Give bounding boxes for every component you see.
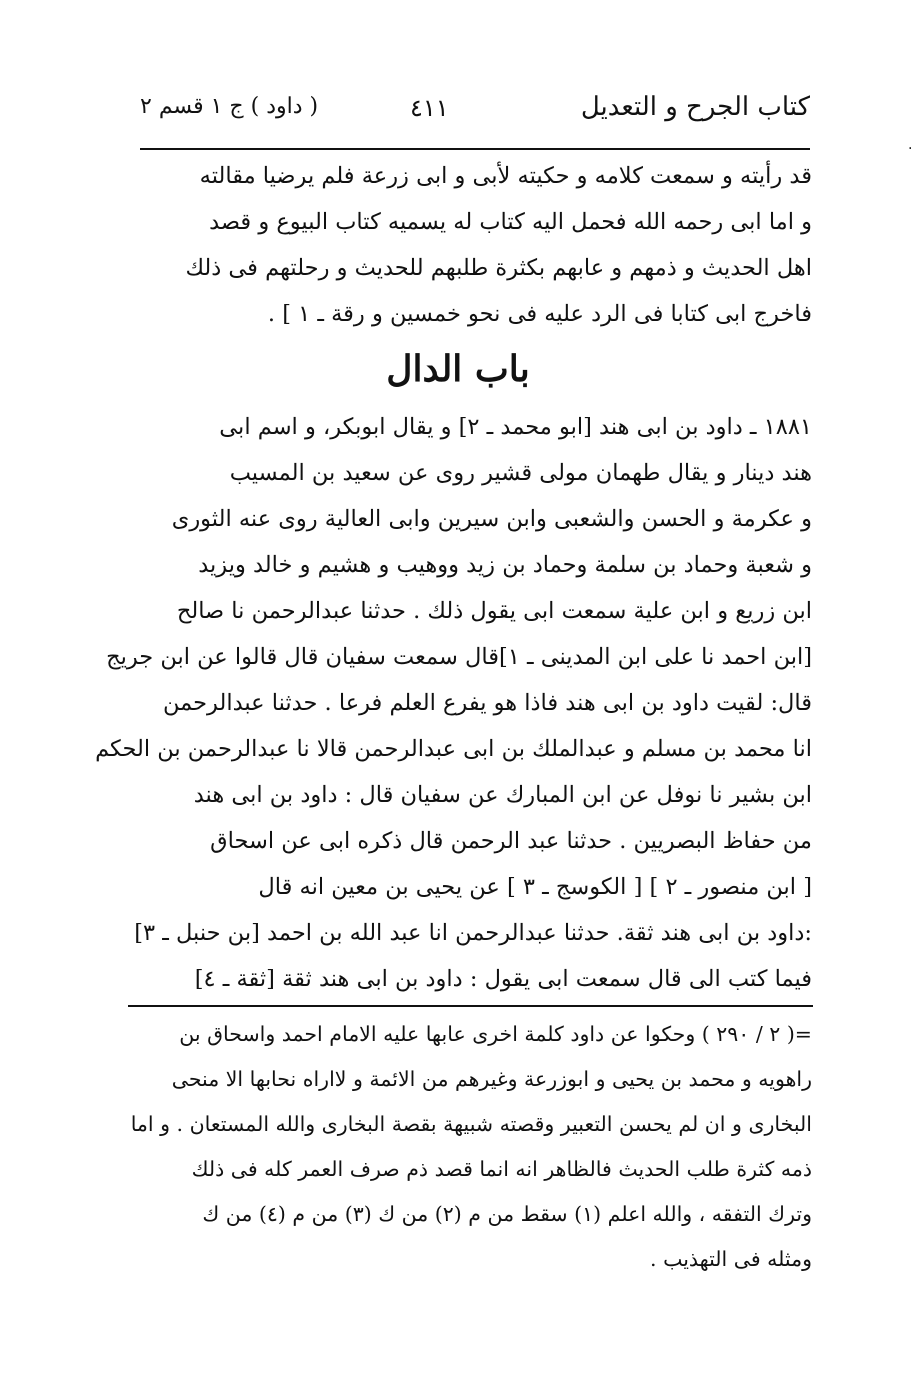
text-line: و شعبة وحماد بن سلمة وحماد بن زيد ووهيب و هشيم و خالد ويزيد <box>198 552 812 578</box>
footnote-line: ومثله فى التهذيب . <box>650 1247 812 1271</box>
text-line: فاخرج ابى كتابا فى الرد عليه فى نحو خمسين و رقة ـ ١ ] . <box>267 301 812 327</box>
text-line: و اما ابى رحمه الله فحمل اليه كتاب له يسميه كتاب البيوع و قصد <box>209 209 812 235</box>
text-line: قال: لقيت داود بن ابى هند فاذا هو يفرع العلم فرعا . حدثنا عبدالرحمن <box>163 690 812 716</box>
footnote-divider <box>128 1005 813 1007</box>
text-line: [ابن احمد نا على ابن المدينى ـ ١]قال سمعت سفيان قال قالوا عن ابن جريج <box>106 644 812 670</box>
footnote-line: راهويه و محمد بن يحيى و ابوزرعة وغيرهم من الائمة و لااراه نحابها الا منحى <box>171 1067 812 1091</box>
text-line: اهل الحديث و ذمهم و عابهم بكثرة طلبهم للحديث و رحلتهم فى ذلك <box>185 255 812 281</box>
text-line: ابن زريع و ابن علية سمعت ابى يقول ذلك . حدثنا عبدالرحمن نا صالح <box>176 598 812 624</box>
text-line: فيما كتب الى قال سمعت ابى يقول : داود بن ابى هند ثقة [ثقة ـ ٤] <box>194 966 812 992</box>
biography-entry <box>95 404 812 1002</box>
text-line: ابن بشير نا نوفل عن ابن المبارك عن سفيان قال : داود بن ابى هند <box>193 782 812 808</box>
footnote-line: =( ٢ / ٢٩٠ ) وحكوا عن داود كلمة اخرى عابها عليه الامام احمد واسحاق بن <box>179 1022 812 1046</box>
intro-paragraph <box>132 153 812 337</box>
page-number: ٤١١ <box>410 94 449 122</box>
text-line: هند دينار و يقال طهمان مولى قشير روى عن سعيد بن المسيب <box>229 460 812 486</box>
footnote-line: وترك التفقه ، والله اعلم (١) سقط من م (٢) من ك (٣) من م (٤) من ك <box>202 1202 812 1226</box>
text-line: ١٨٨١ ـ داود بن ابى هند [ابو محمد ـ ٢] و يقال ابوبكر، و اسم ابى <box>219 414 812 440</box>
section-label: ( داود ) ج ١ قسم ٢ <box>140 94 319 119</box>
text-line: :داود بن ابى هند ثقة. حدثنا عبدالرحمن انا عبد الله بن احمد [بن حنبل ـ ٣] <box>134 920 812 946</box>
text-line: من حفاظ البصريين . حدثنا عبد الرحمن قال ذكره ابى عن اسحاق <box>210 828 812 854</box>
footnote-line: ذمه كثرة طلب الحديث فالظاهر انه انما قصد ذم صرف العمر كله فى ذلك <box>191 1157 812 1181</box>
header-divider <box>140 148 810 150</box>
footnote-line: البخارى و ان لم يحسن التعبير وقصته شبيهة بقصة البخارى والله المستعان . و اما <box>130 1112 812 1136</box>
text-line: [ ابن منصور ـ ٢ ] [ الكوسج ـ ٣ ] عن يحيى بن معين انه قال <box>258 874 812 900</box>
text-line: انا محمد بن مسلم و عبدالملك بن ابى عبدالرحمن قالا نا عبدالرحمن بن الحكم <box>95 736 812 762</box>
text-line: قد رأيته و سمعت كلامه و حكيته لأبى و ابى زرعة فلم يرضيا مقالته <box>199 163 812 189</box>
footnotes <box>122 1012 812 1282</box>
margin-mark: ٠ <box>906 140 914 156</box>
text-line: و عكرمة و الحسن والشعبى وابن سيرين وابى العالية روى عنه الثورى <box>171 506 812 532</box>
chapter-heading: باب الدال <box>386 348 530 390</box>
book-title: كتاب الجرح و التعديل <box>580 92 810 122</box>
page-header <box>140 86 810 136</box>
